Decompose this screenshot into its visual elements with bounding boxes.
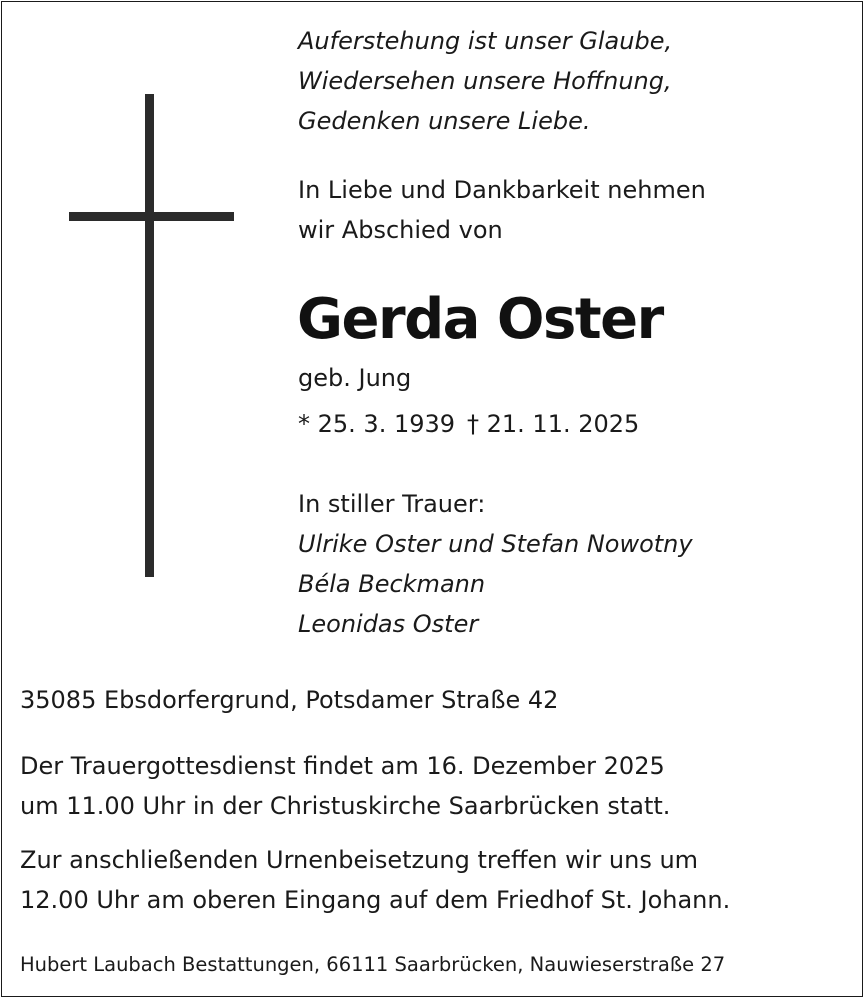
motto-line-1: Auferstehung ist unser Glaube, [298,27,673,55]
maiden-name: geb. Jung [298,364,412,392]
motto-line-3: Gedenken unsere Liebe. [298,107,591,135]
mourner-name: Béla Beckmann [298,570,486,598]
intro-line-2: wir Abschied von [298,216,503,244]
mourners-heading: In stiller Trauer: [298,490,486,518]
mourner-name: Ulrike Oster und Stefan Nowotny [298,530,693,558]
cross-icon [69,94,234,577]
undertaker-info: Hubert Laubach Bestattungen, 66111 Saarbrücken, Nauwieserstraße 27 [20,953,726,976]
motto-line-2: Wiedersehen unsere Hoffnung, [298,67,672,95]
burial-line-1: Zur anschließenden Urnenbeisetzung treffen wir uns um [20,846,699,874]
birth-date: * 25. 3. 1939 [298,410,456,438]
mourner-name: Leonidas Oster [298,610,479,638]
service-line-2: um 11.00 Uhr in der Christuskirche Saarbrücken statt. [20,792,671,820]
cross-horizontal-bar [69,212,234,221]
service-line-1: Der Trauergottesdienst findet am 16. Dezember 2025 [20,752,665,780]
family-address: 35085 Ebsdorfergrund, Potsdamer Straße 42 [20,686,559,714]
cross-vertical-bar [145,94,154,577]
intro-line-1: In Liebe und Dankbarkeit nehmen [298,176,706,204]
deceased-name: Gerda Oster [297,287,663,352]
death-date: † 21. 11. 2025 [467,410,640,438]
burial-line-2: 12.00 Uhr am oberen Eingang auf dem Friedhof St. Johann. [20,886,731,914]
